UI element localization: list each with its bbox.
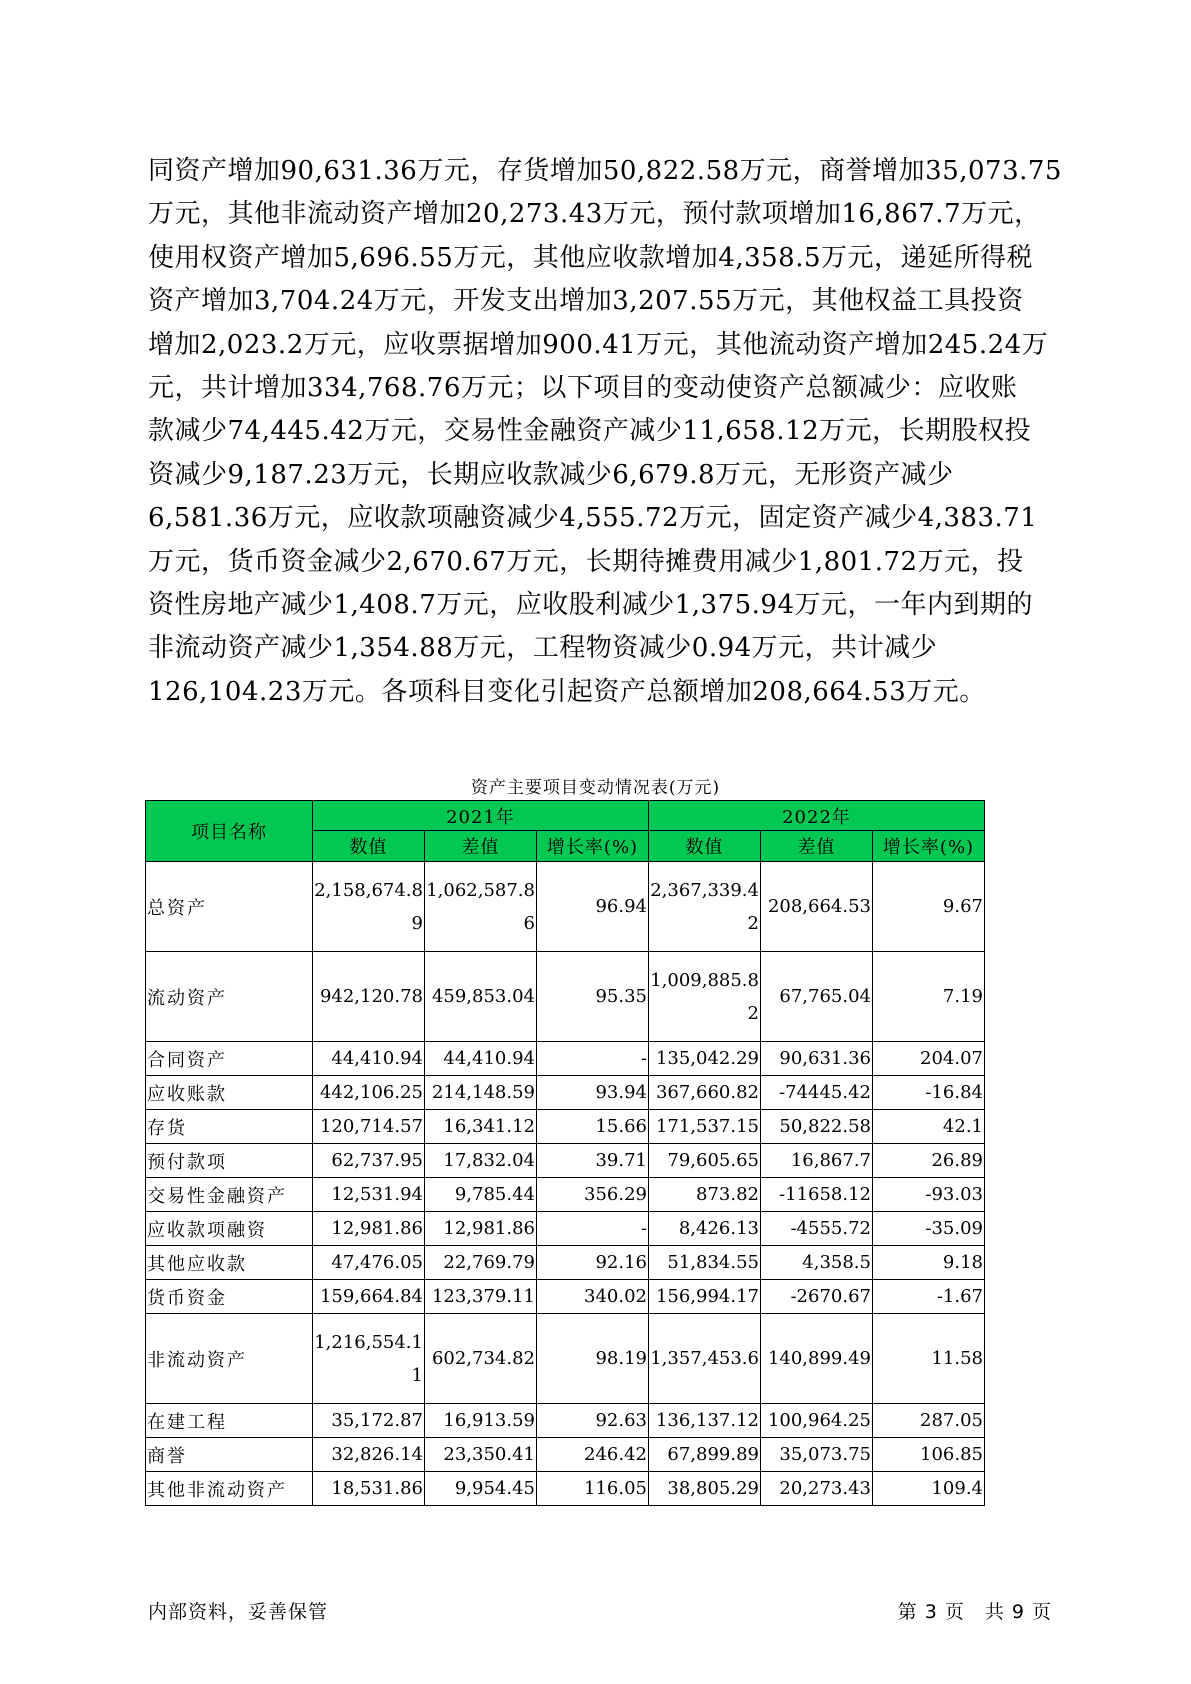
row-value: 942,120.78	[313, 952, 425, 1042]
row-value: 35,073.75	[761, 1438, 873, 1472]
row-value: 4,358.5	[761, 1246, 873, 1280]
row-value: 214,148.59	[425, 1076, 537, 1110]
row-value: 8,426.13	[649, 1212, 761, 1246]
table-row	[146, 1280, 985, 1314]
row-value: 1,216,554.11	[313, 1314, 425, 1404]
footer-confidential-note: 内部资料，妥善保管	[148, 1601, 329, 1623]
header-year-2022: 2022年	[649, 801, 985, 831]
row-value: 95.35	[537, 952, 649, 1042]
paragraph-line: 126,104.23万元。各项科目变化引起资产总额增加208,664.53万元。	[148, 676, 986, 707]
header-metric: 数值	[649, 831, 761, 862]
row-value: 38,805.29	[649, 1472, 761, 1506]
row-value: -16.84	[873, 1076, 985, 1110]
row-value: -35.09	[873, 1212, 985, 1246]
table-row	[146, 1076, 985, 1110]
row-value: 16,913.59	[425, 1404, 537, 1438]
row-value: 140,899.49	[761, 1314, 873, 1404]
row-value: 96.94	[537, 862, 649, 952]
header-metric: 差值	[761, 831, 873, 862]
table-row	[146, 1144, 985, 1178]
row-value: 67,899.89	[649, 1438, 761, 1472]
header-metric: 数值	[313, 831, 425, 862]
row-value: 35,172.87	[313, 1404, 425, 1438]
row-value: 1,062,587.86	[425, 862, 537, 952]
row-value: 26.89	[873, 1144, 985, 1178]
row-value: 287.05	[873, 1404, 985, 1438]
row-item-name: 其他应收款	[146, 1246, 313, 1280]
table-row	[146, 1212, 985, 1246]
row-value: 171,537.15	[649, 1110, 761, 1144]
row-value: 20,273.43	[761, 1472, 873, 1506]
table-row	[146, 1246, 985, 1280]
row-value: -1.67	[873, 1280, 985, 1314]
header-row-years	[146, 801, 985, 831]
paragraph-line: 增加2,023.2万元，应收票据增加900.41万元，其他流动资产增加245.24万	[148, 329, 1049, 360]
row-value: 9.67	[873, 862, 985, 952]
row-value: 136,137.12	[649, 1404, 761, 1438]
paragraph-line: 款减少74,445.42万元，交易性金融资产减少11,658.12万元，长期股权投	[148, 416, 1032, 447]
paragraph-line: 资减少9,187.23万元，长期应收款减少6,679.8万元，无形资产减少	[148, 459, 954, 490]
paragraph-line: 元，共计增加334,768.76万元；以下项目的变动使资产总额减少：应收账	[148, 373, 1018, 404]
row-value: 2,367,339.42	[649, 862, 761, 952]
row-value: 367,660.82	[649, 1076, 761, 1110]
table-row	[146, 1472, 985, 1506]
footer-page-number: 第 3 页 共 9 页	[897, 1601, 1052, 1623]
row-item-name: 总资产	[146, 862, 313, 952]
row-item-name: 在建工程	[146, 1404, 313, 1438]
row-value: 356.29	[537, 1178, 649, 1212]
row-value: 204.07	[873, 1042, 985, 1076]
row-value: 17,832.04	[425, 1144, 537, 1178]
header-metric: 差值	[425, 831, 537, 862]
row-item-name: 其他非流动资产	[146, 1472, 313, 1506]
row-value: 16,867.7	[761, 1144, 873, 1178]
row-value: -93.03	[873, 1178, 985, 1212]
row-value: 47,476.05	[313, 1246, 425, 1280]
row-value: 135,042.29	[649, 1042, 761, 1076]
row-value: -2670.67	[761, 1280, 873, 1314]
row-value: 12,531.94	[313, 1178, 425, 1212]
row-value: 12,981.86	[313, 1212, 425, 1246]
row-value: 100,964.25	[761, 1404, 873, 1438]
row-value: 42.1	[873, 1110, 985, 1144]
header-item-name: 项目名称	[146, 801, 313, 862]
row-value: 9.18	[873, 1246, 985, 1280]
row-value: 442,106.25	[313, 1076, 425, 1110]
row-value: 15.66	[537, 1110, 649, 1144]
row-value: 67,765.04	[761, 952, 873, 1042]
row-item-name: 商誉	[146, 1438, 313, 1472]
table-row	[146, 1314, 985, 1404]
row-value: 340.02	[537, 1280, 649, 1314]
row-value: 16,341.12	[425, 1110, 537, 1144]
row-value: 44,410.94	[425, 1042, 537, 1076]
table-row	[146, 1042, 985, 1076]
row-value: -	[537, 1212, 649, 1246]
row-value: 109.4	[873, 1472, 985, 1506]
row-value: 93.94	[537, 1076, 649, 1110]
table-row	[146, 1178, 985, 1212]
paragraph-line: 资产增加3,704.24万元，开发支出增加3,207.55万元，其他权益工具投资	[148, 286, 1024, 317]
row-value: 873.82	[649, 1178, 761, 1212]
row-value: 32,826.14	[313, 1438, 425, 1472]
row-value: 120,714.57	[313, 1110, 425, 1144]
row-value: -4555.72	[761, 1212, 873, 1246]
table-row	[146, 952, 985, 1042]
paragraph-line: 万元，货币资金减少2,670.67万元，长期待摊费用减少1,801.72万元，投	[148, 546, 1024, 577]
row-value: 9,785.44	[425, 1178, 537, 1212]
row-item-name: 非流动资产	[146, 1314, 313, 1404]
row-value: 18,531.86	[313, 1472, 425, 1506]
row-value: 459,853.04	[425, 952, 537, 1042]
row-value: 159,664.84	[313, 1280, 425, 1314]
table-row	[146, 862, 985, 952]
paragraph-line: 非流动资产减少1,354.88万元，工程物资减少0.94万元，共计减少	[148, 633, 938, 664]
paragraph-line: 使用权资产增加5,696.55万元，其他应收款增加4,358.5万元，递延所得税	[148, 242, 1034, 273]
body-paragraph	[148, 150, 1062, 714]
table-caption: 资产主要项目变动情况表(万元)	[470, 778, 721, 798]
row-item-name: 应收账款	[146, 1076, 313, 1110]
row-item-name: 货币资金	[146, 1280, 313, 1314]
row-value: 2,158,674.89	[313, 862, 425, 952]
row-value: 79,605.65	[649, 1144, 761, 1178]
table-row	[146, 1438, 985, 1472]
table-row	[146, 1404, 985, 1438]
row-value: 246.42	[537, 1438, 649, 1472]
row-value: 12,981.86	[425, 1212, 537, 1246]
row-value: 116.05	[537, 1472, 649, 1506]
paragraph-line: 同资产增加90,631.36万元，存货增加50,822.58万元，商誉增加35,073.75	[148, 156, 1062, 186]
row-value: 62,737.95	[313, 1144, 425, 1178]
row-value: 22,769.79	[425, 1246, 537, 1280]
paragraph-line: 万元，其他非流动资产增加20,273.43万元，预付款项增加16,867.7万元，	[148, 199, 1041, 230]
paragraph-line: 6,581.36万元，应收款项融资减少4,555.72万元，固定资产减少4,383.71	[148, 503, 1038, 534]
row-item-name: 应收款项融资	[146, 1212, 313, 1246]
row-value: 9,954.45	[425, 1472, 537, 1506]
header-metric: 增长率(%)	[537, 831, 649, 862]
row-value: 1,357,453.6	[649, 1314, 761, 1404]
row-item-name: 合同资产	[146, 1042, 313, 1076]
row-value: 92.63	[537, 1404, 649, 1438]
row-value: 11.58	[873, 1314, 985, 1404]
row-value: 50,822.58	[761, 1110, 873, 1144]
paragraph-line: 资性房地产减少1,408.7万元，应收股利减少1,375.94万元，一年内到期的	[148, 590, 1034, 621]
row-value: 51,834.55	[649, 1246, 761, 1280]
row-value: 23,350.41	[425, 1438, 537, 1472]
header-year-2021: 2021年	[313, 801, 649, 831]
row-value: 90,631.36	[761, 1042, 873, 1076]
row-value: 98.19	[537, 1314, 649, 1404]
row-value: -74445.42	[761, 1076, 873, 1110]
row-value: 7.19	[873, 952, 985, 1042]
row-item-name: 预付款项	[146, 1144, 313, 1178]
row-value: 39.71	[537, 1144, 649, 1178]
row-value: 208,664.53	[761, 862, 873, 952]
row-value: -	[537, 1042, 649, 1076]
row-item-name: 流动资产	[146, 952, 313, 1042]
row-value: 92.16	[537, 1246, 649, 1280]
row-item-name: 存货	[146, 1110, 313, 1144]
row-value: -11658.12	[761, 1178, 873, 1212]
row-value: 106.85	[873, 1438, 985, 1472]
row-value: 602,734.82	[425, 1314, 537, 1404]
asset-change-table	[145, 800, 985, 1506]
header-metric: 增长率(%)	[873, 831, 985, 862]
row-value: 44,410.94	[313, 1042, 425, 1076]
table-row	[146, 1110, 985, 1144]
row-value: 123,379.11	[425, 1280, 537, 1314]
row-item-name: 交易性金融资产	[146, 1178, 313, 1212]
row-value: 1,009,885.82	[649, 952, 761, 1042]
row-value: 156,994.17	[649, 1280, 761, 1314]
